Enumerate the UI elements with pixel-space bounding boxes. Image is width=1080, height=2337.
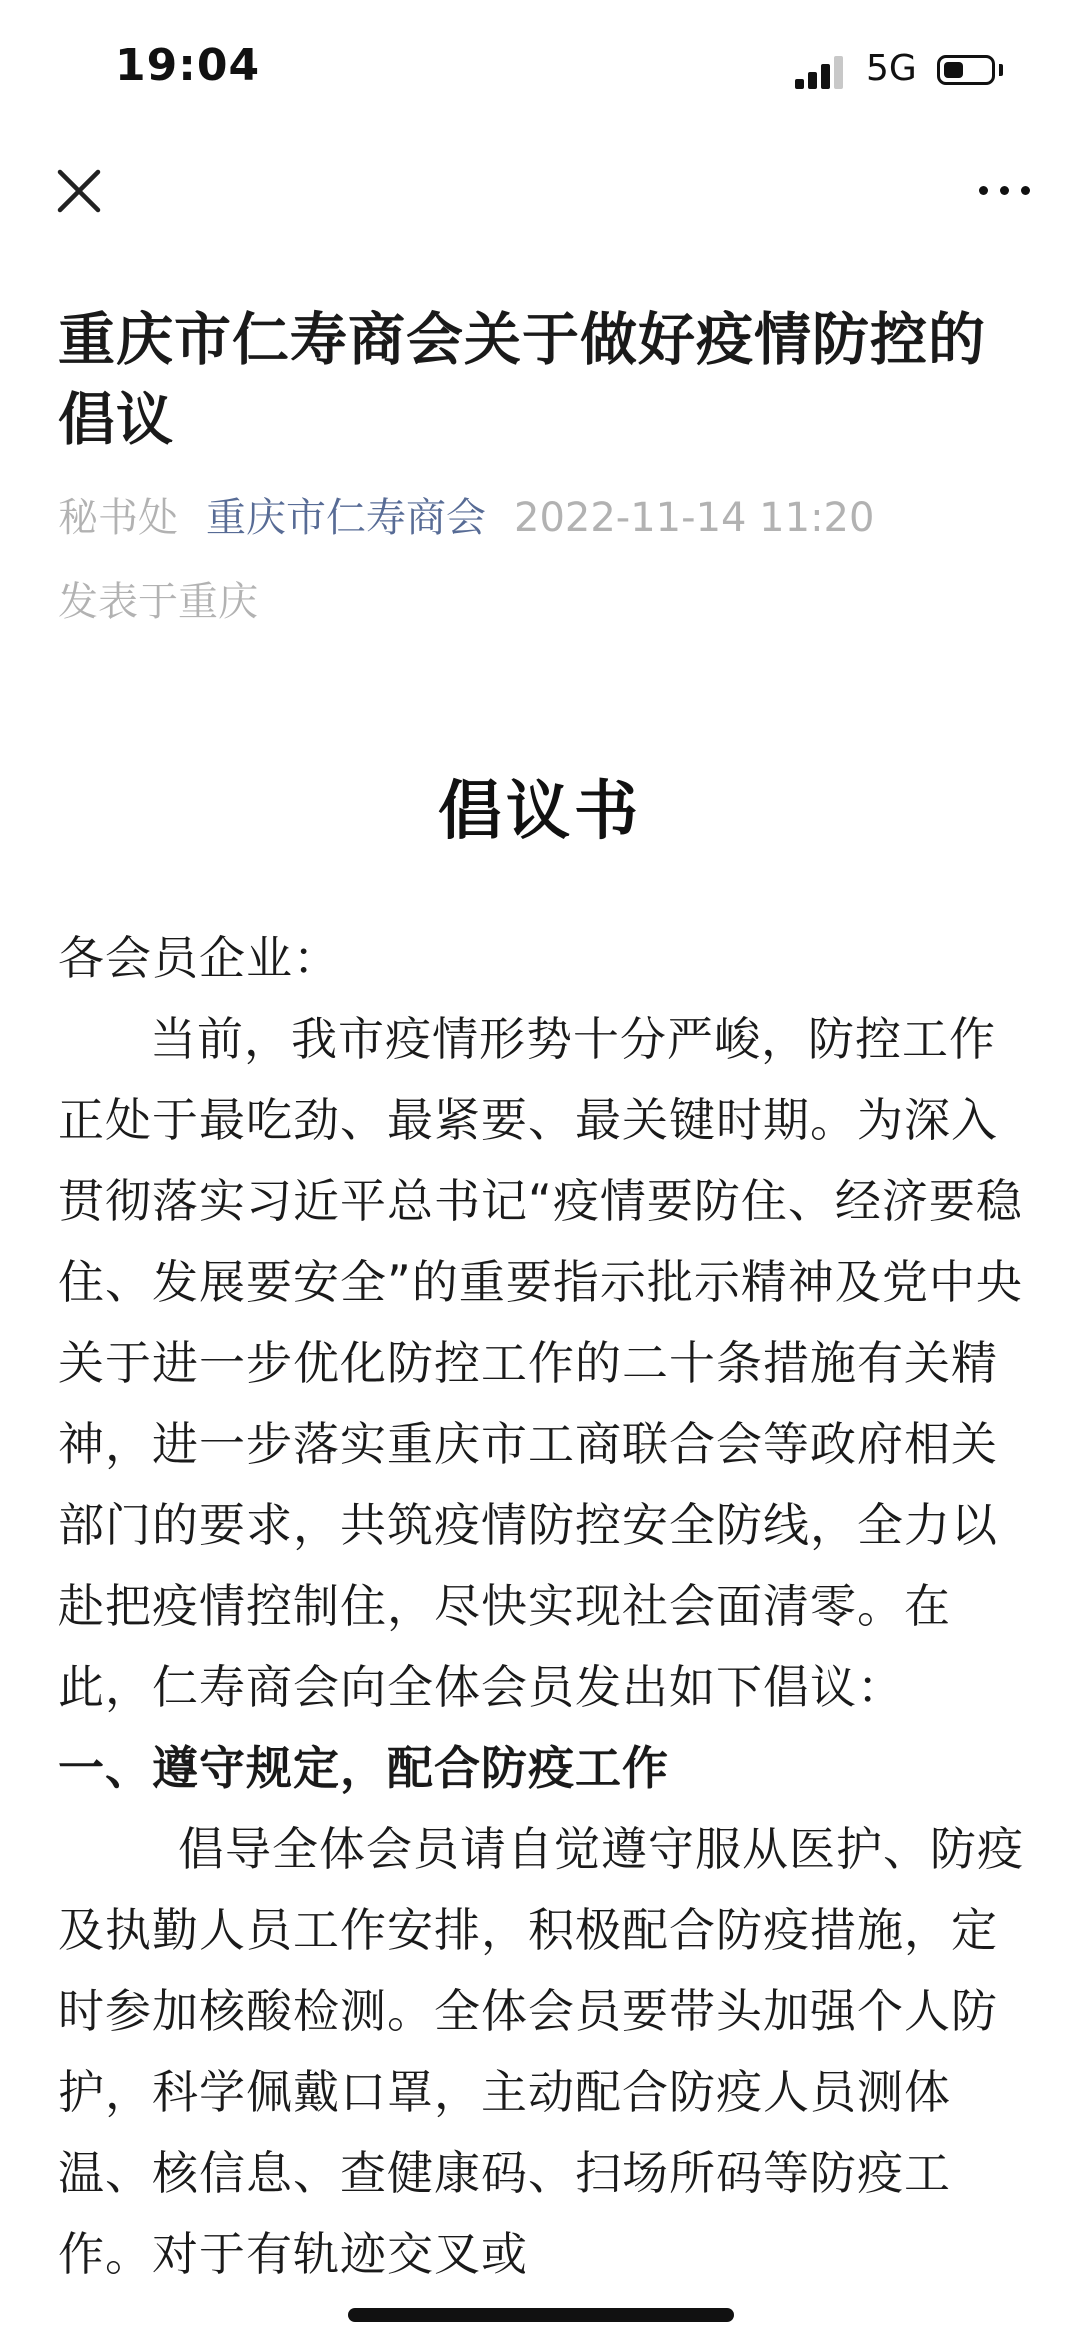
article-location: 发表于重庆 xyxy=(58,579,258,625)
document-heading: 倡议书 xyxy=(438,775,642,849)
section-title: 一、遵守规定，配合防疫工作 xyxy=(58,1741,669,1795)
home-indicator[interactable] xyxy=(348,2308,734,2322)
status-bar xyxy=(0,0,1080,140)
more-icon[interactable] xyxy=(970,168,1040,212)
battery-icon xyxy=(937,55,995,85)
paragraph: 当前，我市疫情形势十分严峻，防控工作正处于最吃劲、最紧要、最关键时期。为深入贯彻落实习近平总书记“疫情要防住、经济要稳住、发展要安全”的重要指示批示精神及党中央关于进一步优化防控工作的二十条措施有关精神，进一步落实重庆市工商联合会等政府相关部门的要求，共筑疫情防控安全防线，全力以赴把疫情控制住，尽快实现社会面清零。在此，仁寿商会向全体会员发出如下倡议： xyxy=(58,1012,1023,1714)
greeting: 各会员企业： xyxy=(58,931,340,985)
article-meta xyxy=(58,490,1028,546)
article-datetime: 2022-11-14 11:20 xyxy=(514,495,875,541)
status-time: 19:04 xyxy=(115,40,261,91)
nav-bar xyxy=(0,140,1080,240)
article-author: 秘书处 xyxy=(58,495,178,541)
article-body xyxy=(58,918,1033,2295)
close-icon[interactable] xyxy=(50,162,108,220)
battery-tip xyxy=(999,64,1003,76)
paragraph: 倡导全体会员请自觉遵守服从医护、防疫及执勤人员工作安排，积极配合防疫措施，定时参加核酸检测。全体会员要带头加强个人防护，科学佩戴口罩，主动配合防疫人员测体温、核信息、查健康码、扫场所码等防疫工作。对于有轨迹交叉或 xyxy=(58,1822,1024,2281)
network-label: 5G xyxy=(866,48,917,89)
article-header xyxy=(58,300,1028,630)
signal-icon xyxy=(795,55,847,89)
article-title: 重庆市仁寿商会关于做好疫情防控的倡议 xyxy=(58,307,986,453)
account-link[interactable]: 重庆市仁寿商会 xyxy=(206,495,486,541)
